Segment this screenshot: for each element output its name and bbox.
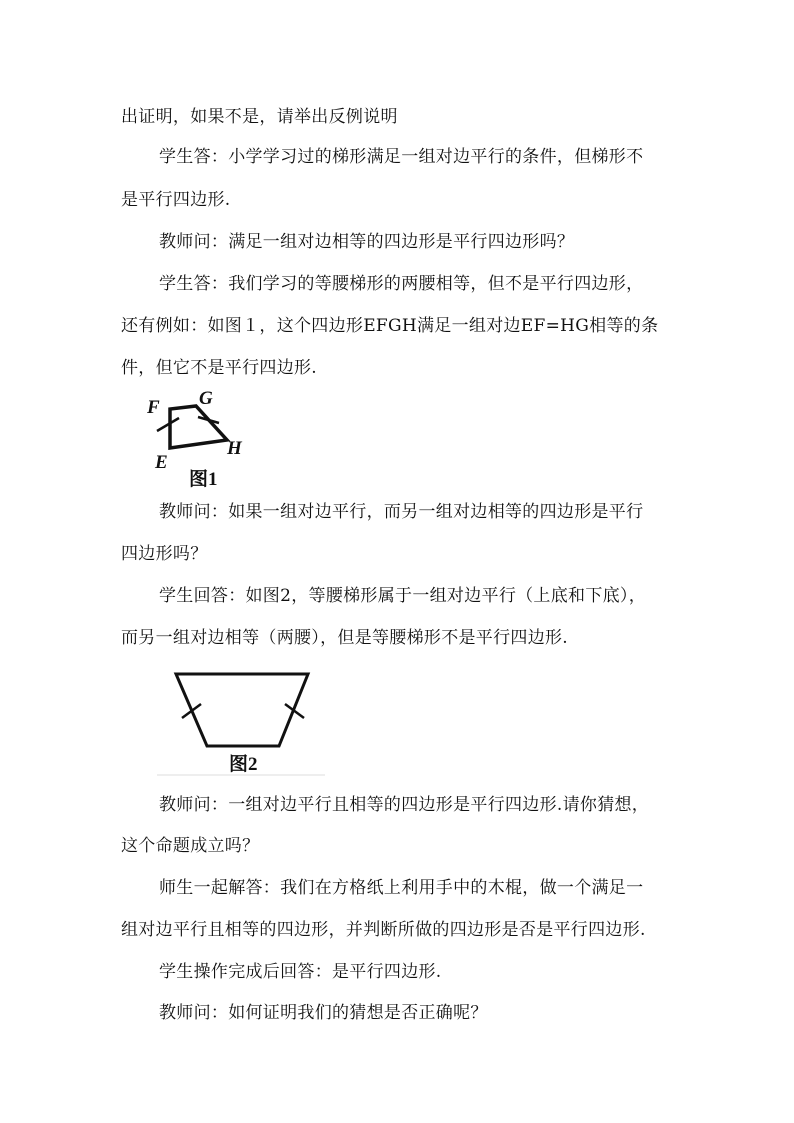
vertex-label-h: H — [227, 438, 242, 459]
paragraph-line: 教师问：如果一组对边平行，而另一组对边相等的四边形是平行 — [159, 502, 644, 522]
vertex-label-f: F — [147, 397, 160, 418]
paragraph-line: 是平行四边形. — [121, 190, 231, 210]
vertex-label-e: E — [155, 452, 168, 473]
quadrilateral-efgh — [170, 406, 227, 448]
paragraph-line: 教师问：满足一组对边相等的四边形是平行四边形吗？ — [159, 232, 575, 252]
tick-mark-left-leg — [182, 704, 201, 718]
paragraph-line: 学生操作完成后回答：是平行四边形. — [159, 962, 442, 982]
paragraph-line: 而另一组对边相等（两腰），但是等腰梯形不是平行四边形. — [121, 628, 569, 648]
figure-1-quadrilateral — [140, 385, 260, 490]
isosceles-trapezoid — [176, 674, 308, 746]
paragraph-line: 出证明，如果不是，请举出反例说明 — [121, 107, 398, 127]
paragraph-line: 四边形吗？ — [121, 544, 208, 564]
tick-mark-ef — [157, 418, 179, 431]
paragraph-line: 这个命题成立吗？ — [121, 836, 260, 856]
paragraph-line: 组对边平行且相等的四边形，并判断所做的四边形是否是平行四边形. — [121, 920, 646, 940]
vertex-label-g: G — [199, 388, 213, 409]
figure-1-caption: 图1 — [189, 469, 218, 490]
paragraph-line: 学生答：我们学习的等腰梯形的两腰相等，但不是平行四边形， — [159, 274, 644, 294]
paragraph-line: 学生回答：如图2，等腰梯形属于一组对边平行（上底和下底）， — [159, 586, 647, 606]
paragraph-line: 教师问：一组对边平行且相等的四边形是平行四边形.请你猜想， — [159, 795, 650, 815]
paragraph-line: 教师问：如何证明我们的猜想是否正确呢？ — [159, 1003, 488, 1023]
figure-2-trapezoid — [155, 666, 330, 778]
paragraph-line: 师生一起解答：我们在方格纸上利用手中的木棍，做一个满足一 — [159, 878, 644, 898]
figure-2-caption: 图2 — [229, 754, 258, 775]
paragraph-line: 还有例如：如图１，这个四边形EFGH满足一组对边EF=HG相等的条 — [121, 316, 659, 336]
paragraph-line: 学生答：小学学习过的梯形满足一组对边平行的条件，但梯形不 — [159, 147, 644, 167]
paragraph-line: 件，但它不是平行四边形. — [121, 358, 318, 378]
